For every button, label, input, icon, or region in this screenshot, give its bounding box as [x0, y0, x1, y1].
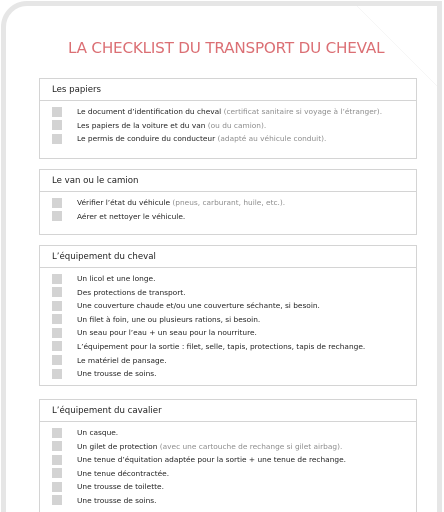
- section-papers: [39, 78, 417, 159]
- checkbox[interactable]: [52, 301, 62, 311]
- item-note: (pneus, carburant, huile, etc.).: [170, 198, 286, 207]
- section-rider-equipment: [39, 399, 417, 512]
- checklist-item[interactable]: [40, 480, 416, 494]
- checklist-item-label: L’équipement pour la sortie : filet, selle, tapis, protections, tapis de rechange.: [77, 341, 366, 351]
- checkbox[interactable]: [52, 441, 62, 451]
- checklist-item-label: Une tenue d’équitation adaptée pour la sortie + une tenue de rechange.: [77, 455, 346, 465]
- checkbox[interactable]: [52, 341, 62, 351]
- item-main-text: Le permis de conduire du conducteur: [77, 134, 216, 144]
- checklist-item-label: [77, 105, 382, 119]
- checkbox[interactable]: [52, 482, 62, 492]
- checklist-item-label: Une couverture chaude et/ou une couverture séchante, si besoin.: [77, 301, 320, 311]
- checkbox[interactable]: [52, 355, 62, 365]
- checklist-item-label: [77, 210, 185, 224]
- item-main-text: Aérer et nettoyer le véhicule.: [77, 211, 186, 221]
- checklist-item[interactable]: [40, 467, 416, 481]
- checkbox[interactable]: [52, 455, 62, 465]
- checklist-item-label: [77, 196, 285, 210]
- checklist-item[interactable]: [40, 210, 416, 224]
- item-note: (adapté au véhicule conduit).: [215, 134, 327, 144]
- checkbox[interactable]: [52, 107, 62, 117]
- section-horse-equipment: [39, 245, 417, 386]
- checkbox[interactable]: [52, 198, 62, 208]
- section-vehicle: [39, 169, 417, 235]
- checklist-item[interactable]: [40, 494, 416, 508]
- checklist-item-label: [77, 132, 326, 146]
- section-title: L’équipement du cavalier: [40, 400, 416, 422]
- section-title: Les papiers: [40, 79, 416, 101]
- checkbox[interactable]: [52, 428, 62, 438]
- section-title: Le van ou le camion: [40, 170, 416, 192]
- checklist-page: [1, 1, 442, 512]
- item-note: (ou du camion).: [205, 120, 267, 130]
- checklist-item[interactable]: [40, 340, 416, 354]
- checklist-item-label: Un filet à foin, une ou plusieurs rations, si besoin.: [77, 314, 261, 324]
- checklist-item[interactable]: [40, 440, 416, 454]
- checklist-item-label: Une trousse de soins.: [77, 369, 157, 379]
- checkbox[interactable]: [52, 468, 62, 478]
- item-main-text: Le document d’identification du cheval: [77, 107, 222, 116]
- checklist-item[interactable]: [40, 426, 416, 440]
- checklist-item-label: Une trousse de toilette.: [77, 482, 164, 492]
- item-main-text: Un gilet de protection: [77, 441, 158, 451]
- checkbox[interactable]: [52, 495, 62, 505]
- checklist-item[interactable]: [40, 367, 416, 381]
- section-items: [40, 101, 416, 146]
- checklist-item-label: Un seau pour l’eau + un seau pour la nourriture.: [77, 328, 257, 338]
- checklist-item[interactable]: [40, 453, 416, 467]
- checklist-item-label: Un licol et une longe.: [77, 274, 156, 283]
- section-items: [40, 268, 416, 381]
- checklist-item-label: Une trousse de soins.: [77, 495, 157, 505]
- checkbox[interactable]: [52, 211, 62, 221]
- checkbox[interactable]: [52, 314, 62, 324]
- checklist-item[interactable]: [40, 313, 416, 327]
- checkbox[interactable]: [52, 274, 62, 284]
- checkbox[interactable]: [52, 328, 62, 338]
- checklist-item-label: Un casque.: [77, 428, 119, 437]
- page-title: LA CHECKLIST DU TRANSPORT DU CHEVAL: [68, 39, 385, 57]
- checklist-item[interactable]: [40, 132, 416, 146]
- checklist-item[interactable]: [40, 354, 416, 368]
- section-items: [40, 192, 416, 223]
- checklist-item[interactable]: [40, 299, 416, 313]
- checkbox[interactable]: [52, 369, 62, 379]
- section-title: L’équipement du cheval: [40, 246, 416, 268]
- checklist-item-label: Des protections de transport.: [77, 287, 186, 297]
- checklist-item-label: Le matériel de pansage.: [77, 355, 167, 365]
- checklist-item[interactable]: [40, 326, 416, 340]
- checklist-item-label: [77, 440, 342, 454]
- item-note: (avec une cartouche de rechange si gilet airbag).: [157, 441, 343, 451]
- item-main-text: Vérifier l’état du véhicule: [77, 198, 171, 207]
- checkbox[interactable]: [52, 287, 62, 297]
- checklist-item[interactable]: [40, 105, 416, 119]
- checklist-item-label: [77, 119, 266, 133]
- checklist-item-label: Une tenue décontractée.: [77, 468, 170, 478]
- checklist-item[interactable]: [40, 272, 416, 286]
- checkbox[interactable]: [52, 134, 62, 144]
- section-items: [40, 422, 416, 508]
- checklist-item[interactable]: [40, 196, 416, 210]
- checklist-item[interactable]: [40, 119, 416, 133]
- item-note: (certificat sanitaire si voyage à l’étranger).: [221, 107, 383, 116]
- checklist-item[interactable]: [40, 286, 416, 300]
- checkbox[interactable]: [52, 120, 62, 130]
- item-main-text: Les papiers de la voiture et du van: [77, 120, 206, 130]
